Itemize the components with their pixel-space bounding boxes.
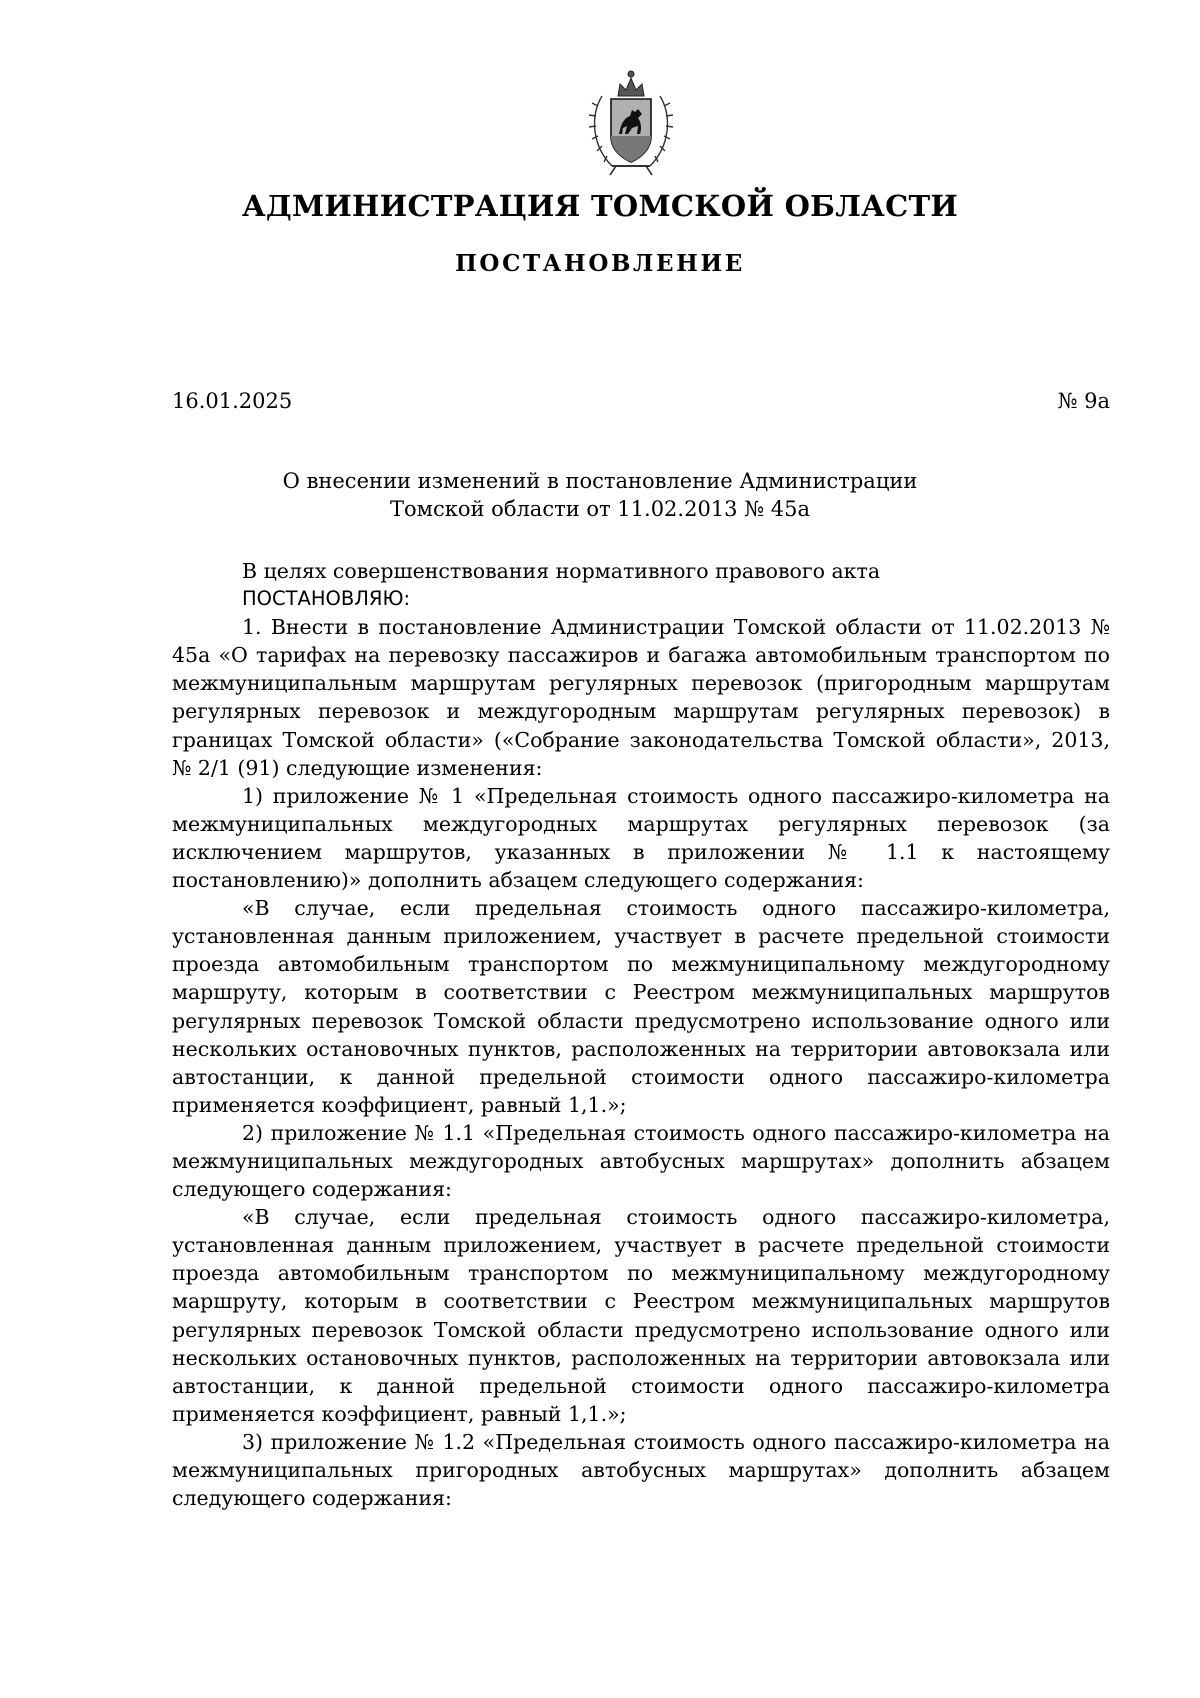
document-subject	[0, 467, 1200, 523]
subject-line: Томской области от 11.02.2013 № 45а	[389, 497, 811, 521]
document-number: № 9а	[1057, 389, 1110, 413]
tomsk-region-coat-of-arms-icon	[588, 66, 674, 178]
subject-line: О внесении изменений в постановление Администрации	[282, 469, 918, 493]
preamble-paragraph: В целях совершенствования нормативного правового акта	[242, 559, 881, 583]
list-item-paragraph: 1) приложение № 1 «Предельная стоимость одного пассажиро-километра на межмуниципальных междугородных маршрутах регулярных перевозок (за исключением маршрутов, указанных в приложении № 1.1 к настоящему постановлению)» дополнить абзацем следующего содержания:	[172, 783, 1110, 893]
organization-title: АДМИНИСТРАЦИЯ ТОМСКОЙ ОБЛАСТИ	[241, 189, 959, 223]
quoted-paragraph: «В случае, если предельная стоимость одного пассажиро-километра, установленная данным приложением, участвует в расчете предельной стоимости проезда автомобильным транспортом по межмуниципальному междугородному маршруту, которым в соответствии с Реестром межмуниципальных маршрутов регулярных перевозок Томской области предусмотрено использование одного или нескольких остановочных пунктов, расположенных на территории автовокзала или автостанции, к данной предельной стоимости одного пассажиро-километра применяется коэффициент, равный 1,1.»;	[172, 896, 1110, 1117]
document-date: 16.01.2025	[172, 389, 293, 413]
resolve-heading: ПОСТАНОВЛЯЮ:	[242, 587, 411, 611]
list-item-paragraph: 3) приложение № 1.2 «Предельная стоимость одного пассажиро-километра на межмуниципальных пригородных автобусных маршрутах» дополнить абзацем следующего содержания:	[172, 1429, 1110, 1511]
clause-paragraph: 1. Внести в постановление Администрации Томской области от 11.02.2013 № 45а «О тарифах на перевозку пассажиров и багажа автомобильным транспортом по межмуниципальным маршрутам регулярных перевозок (пригородным маршрутам регулярных перевозок и междугородным маршрутам регулярных перевозок) в границах Томской области» («Собрание законодательства Томской области», 2013, № 2/1 (91) следующие изменения:	[172, 615, 1110, 780]
document-type-title: ПОСТАНОВЛЕНИЕ	[455, 250, 745, 277]
document-body	[172, 557, 1110, 1512]
list-item-paragraph: 2) приложение № 1.1 «Предельная стоимость одного пассажиро-километра на межмуниципальных междугородных автобусных маршрутах» дополнить абзацем следующего содержания:	[172, 1120, 1110, 1202]
quoted-paragraph: «В случае, если предельная стоимость одного пассажиро-километра, установленная данным приложением, участвует в расчете предельной стоимости проезда автомобильным транспортом по межмуниципальному междугородному маршруту, которым в соответствии с Реестром межмуниципальных маршрутов регулярных перевозок Томской области предусмотрено использование одного или нескольких остановочных пунктов, расположенных на территории автовокзала или автостанции, к данной предельной стоимости одного пассажиро-километра применяется коэффициент, равный 1,1.»;	[172, 1205, 1110, 1426]
